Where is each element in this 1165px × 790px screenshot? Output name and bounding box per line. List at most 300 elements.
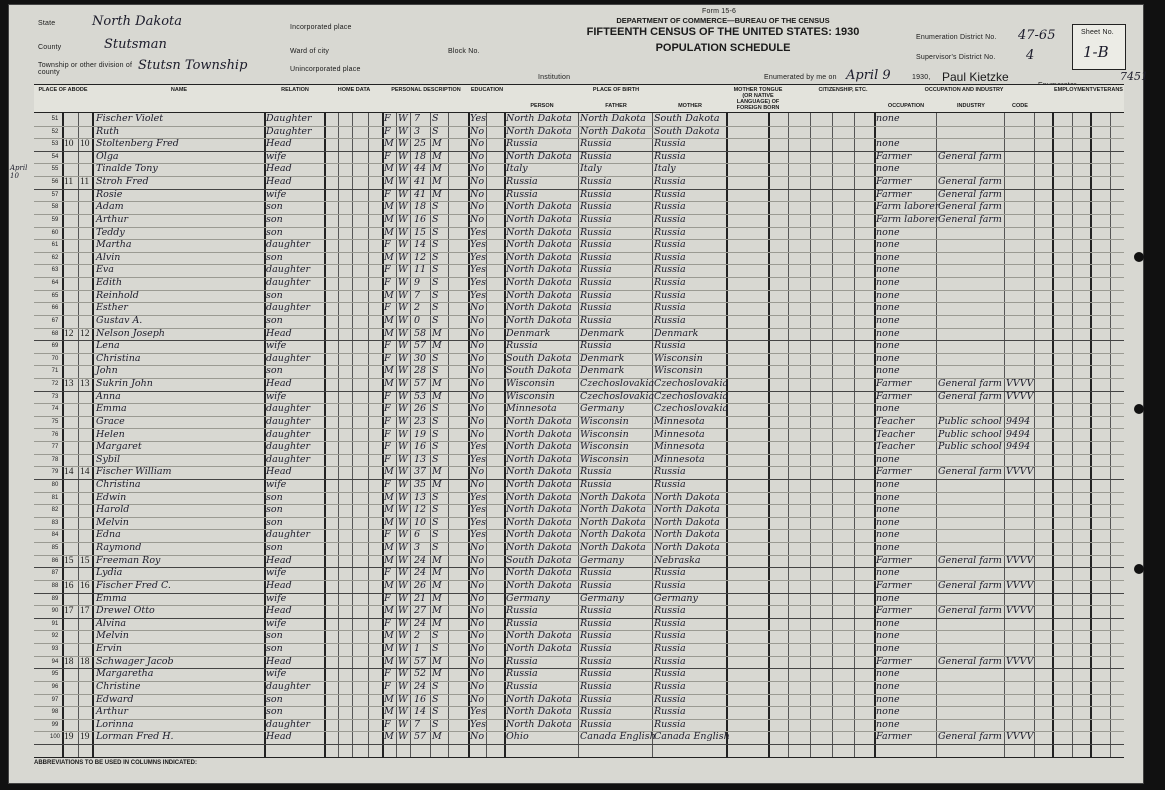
race: W (398, 289, 408, 301)
person-name: Tinalde Tony (96, 163, 158, 175)
person-name: Lorinna (96, 718, 134, 730)
occupation: none (876, 352, 900, 364)
occupation-code (1006, 113, 1034, 126)
father-birthplace: Russia (580, 277, 612, 289)
relation: Head (266, 163, 292, 175)
dwelling-number: 13 (64, 379, 74, 390)
census-sheet (8, 4, 1148, 784)
father-birthplace: Russia (580, 213, 612, 225)
relation: son (266, 491, 283, 503)
occupation: Farmer (876, 390, 912, 402)
sex: F (384, 428, 391, 440)
footer (34, 756, 1124, 782)
relation: daughter (266, 239, 311, 251)
mother-birthplace: Russia (654, 150, 686, 162)
relation: daughter (266, 403, 311, 415)
person-birthplace: Russia (506, 340, 538, 352)
table-row (34, 580, 1124, 594)
attended-school: Yes (470, 226, 486, 238)
sup-value: 4 (1026, 48, 1035, 63)
table-row (34, 126, 1124, 140)
father-birthplace: Russia (580, 176, 612, 188)
line-number: 62 (51, 254, 59, 261)
industry (938, 593, 1004, 606)
race: W (398, 415, 408, 427)
person-birthplace: North Dakota (506, 542, 572, 554)
family-number (80, 227, 92, 240)
occupation: none (876, 251, 900, 263)
marital-status: M (432, 150, 442, 162)
attended-school: No (470, 579, 485, 591)
marital-status: M (432, 466, 442, 478)
age: 24 (414, 680, 427, 692)
table-row (34, 706, 1124, 720)
person-name: Lorman Fred H. (96, 731, 174, 743)
line-number: 78 (51, 456, 59, 463)
person-birthplace: North Dakota (506, 718, 572, 730)
table-row (34, 214, 1124, 228)
industry (938, 239, 1004, 252)
industry (938, 630, 1004, 643)
person-birthplace: Denmark (506, 327, 551, 339)
person-birthplace: Wisconsin (506, 390, 555, 402)
line-number: 51 (51, 116, 59, 122)
binder-hole (1134, 564, 1144, 574)
dwelling-number (64, 630, 78, 643)
occupation-code (1006, 264, 1034, 277)
age: 57 (414, 731, 427, 743)
line-number: 86 (51, 557, 59, 564)
binder-hole (1134, 404, 1144, 414)
age: 2 (414, 630, 421, 642)
age: 26 (414, 403, 427, 415)
family-number (80, 643, 92, 656)
schedule-title: POPULATION SCHEDULE (655, 42, 791, 54)
line-number: 92 (51, 633, 59, 640)
person-birthplace: North Dakota (506, 113, 572, 124)
sex: F (384, 113, 391, 124)
occupation-code: VVVV (1006, 554, 1034, 566)
mother-birthplace: Minnesota (654, 428, 705, 440)
col-father: FATHER (605, 103, 627, 109)
attended-school: No (470, 213, 485, 225)
race: W (398, 277, 408, 289)
mother-birthplace: Germany (654, 592, 698, 604)
family-number (80, 365, 92, 378)
industry (938, 126, 1004, 139)
dwelling-number: 18 (64, 656, 74, 667)
person-birthplace: Russia (506, 188, 538, 200)
industry (938, 340, 1004, 353)
father-birthplace: North Dakota (580, 516, 646, 528)
dwelling-number: 17 (64, 606, 74, 617)
father-birthplace: Italy (580, 163, 602, 175)
sheet-number-box (1072, 24, 1126, 70)
person-birthplace: Russia (506, 138, 538, 150)
family-number (80, 517, 92, 530)
person-birthplace: North Dakota (506, 314, 572, 326)
person-name: Sukrin John (96, 378, 153, 390)
occupation-code (1006, 126, 1034, 139)
family-number: 18 (80, 656, 90, 667)
sex: F (384, 415, 391, 427)
attended-school: No (470, 314, 485, 326)
occupation: Farmer (876, 655, 912, 667)
person-birthplace: Russia (506, 655, 538, 667)
race: W (398, 176, 408, 188)
occupation-code (1006, 151, 1034, 164)
occupation-code: VVVV (1006, 390, 1034, 402)
col-birth: PLACE OF BIRTH (592, 87, 640, 93)
dwelling-number (64, 429, 78, 442)
relation: Head (266, 579, 292, 591)
occupation: none (876, 365, 900, 377)
family-number (80, 277, 92, 290)
dwelling-number: 11 (64, 177, 74, 188)
family-number (80, 151, 92, 164)
attended-school: Yes (470, 277, 486, 289)
father-birthplace: Russia (580, 340, 612, 352)
family-number (80, 163, 92, 176)
attended-school: Yes (470, 529, 486, 541)
sex: F (384, 277, 391, 289)
age: 57 (414, 378, 427, 390)
occupation: Farm laborer (876, 213, 940, 225)
age: 58 (414, 327, 427, 339)
age: 57 (414, 340, 427, 352)
mother-birthplace: Russia (654, 264, 686, 276)
occupation-code (1006, 668, 1034, 681)
col-occupation: OCCUPATION AND INDUSTRY (924, 87, 1004, 93)
line-number: 88 (51, 582, 59, 589)
attended-school: No (470, 327, 485, 339)
table-row (34, 429, 1124, 443)
age: 41 (414, 176, 427, 188)
marital-status: S (432, 706, 439, 718)
table-row (34, 378, 1124, 392)
mother-birthplace: Russia (654, 340, 686, 352)
institution-label: Institution (538, 74, 571, 81)
line-number: 68 (51, 330, 59, 337)
industry (938, 290, 1004, 303)
dwelling-number (64, 593, 78, 606)
sex: F (384, 239, 391, 251)
person-name: John (96, 365, 118, 377)
occupation-code (1006, 706, 1034, 719)
family-number (80, 353, 92, 366)
table-row (34, 113, 1124, 127)
occupation: none (876, 138, 900, 150)
age: 7 (414, 718, 421, 730)
mother-birthplace: Russia (654, 630, 686, 642)
sheet-value: 1-B (1083, 43, 1109, 61)
dwelling-number (64, 706, 78, 719)
mother-birthplace: Russia (654, 579, 686, 591)
attended-school: No (470, 138, 485, 150)
table-row (34, 479, 1124, 493)
father-birthplace: Russia (580, 466, 612, 478)
relation: daughter (266, 302, 311, 314)
marital-status: S (432, 302, 439, 314)
dwelling-number (64, 416, 78, 429)
relation: wife (266, 340, 287, 352)
occupation-code (1006, 643, 1034, 656)
age: 44 (414, 163, 427, 175)
enumerated-label: Enumerated by me on (764, 74, 837, 81)
mother-birthplace: Russia (654, 478, 686, 490)
father-birthplace: Russia (580, 718, 612, 730)
race: W (398, 390, 408, 402)
dwelling-number (64, 643, 78, 656)
line-number: 57 (51, 191, 59, 198)
person-birthplace: North Dakota (506, 643, 572, 655)
attended-school: No (470, 554, 485, 566)
mother-birthplace: North Dakota (654, 542, 720, 554)
person-name: Martha (96, 239, 132, 251)
age: 21 (414, 592, 427, 604)
relation: son (266, 213, 283, 225)
dwelling-number (64, 201, 78, 214)
person-name: Alvin (96, 251, 121, 263)
race: W (398, 453, 408, 465)
marital-status: S (432, 441, 439, 453)
person-birthplace: North Dakota (506, 478, 572, 490)
mother-birthplace: Russia (654, 201, 686, 213)
dwelling-number: 19 (64, 732, 74, 743)
attended-school: Yes (470, 491, 486, 503)
industry: General farm (938, 731, 1002, 743)
relation: son (266, 226, 283, 238)
person-name: Christine (96, 680, 141, 692)
dwelling-number (64, 252, 78, 265)
line-number: 66 (51, 305, 59, 312)
family-number (80, 441, 92, 454)
occupation: none (876, 504, 900, 516)
person-name: Schwager Jacob (96, 655, 174, 667)
family-number (80, 542, 92, 555)
line-number: 67 (51, 317, 59, 324)
industry: General farm (938, 655, 1002, 667)
ed-value: 47-65 (1018, 28, 1056, 43)
age: 41 (414, 188, 427, 200)
father-birthplace: Russia (580, 567, 612, 579)
mother-birthplace: North Dakota (654, 516, 720, 528)
dwelling-number (64, 302, 78, 315)
age: 6 (414, 529, 421, 541)
family-number (80, 189, 92, 202)
person-birthplace: Russia (506, 680, 538, 692)
relation: son (266, 365, 283, 377)
father-birthplace: Russia (580, 693, 612, 705)
marital-status: S (432, 277, 439, 289)
mother-birthplace: Russia (654, 567, 686, 579)
father-birthplace: Czechoslovakia (580, 390, 655, 402)
person-birthplace: Wisconsin (506, 378, 555, 390)
industry: General farm (938, 579, 1002, 591)
mother-birthplace: North Dakota (654, 491, 720, 503)
attended-school: No (470, 592, 485, 604)
age: 24 (414, 617, 427, 629)
person-birthplace: North Dakota (506, 579, 572, 591)
industry: General farm (938, 466, 1002, 478)
line-number: 79 (51, 469, 59, 476)
occupation: Farmer (876, 731, 912, 743)
marital-status: M (432, 592, 442, 604)
sex: M (384, 466, 394, 478)
marital-status: M (432, 327, 442, 339)
attended-school: Yes (470, 264, 486, 276)
col-code-sub: CODE (1012, 103, 1028, 109)
occupation: none (876, 668, 900, 680)
person-name: Harold (96, 504, 130, 516)
age: 23 (414, 415, 427, 427)
sex: F (384, 264, 391, 276)
dwelling-number: 15 (64, 555, 74, 566)
dwelling-number (64, 151, 78, 164)
industry: Public school (938, 441, 1002, 453)
sex: M (384, 378, 394, 390)
person-birthplace: North Dakota (506, 693, 572, 705)
sex: M (384, 655, 394, 667)
attended-school: Yes (470, 289, 486, 301)
race: W (398, 403, 408, 415)
industry: General farm (938, 176, 1002, 188)
mother-birthplace: Nebraska (654, 554, 701, 566)
race: W (398, 529, 408, 541)
person-birthplace: North Dakota (506, 706, 572, 718)
family-number (80, 239, 92, 252)
table-row (34, 239, 1124, 253)
age: 30 (414, 352, 427, 364)
mother-birthplace: Russia (654, 302, 686, 314)
dwelling-number (64, 719, 78, 732)
table-row (34, 227, 1124, 241)
sex: F (384, 718, 391, 730)
dwelling-number (64, 239, 78, 252)
industry (938, 479, 1004, 492)
sex: F (384, 668, 391, 680)
mother-birthplace: Russia (654, 239, 686, 251)
industry (938, 138, 1004, 151)
county-value: Stutsman (104, 37, 167, 52)
age: 24 (414, 554, 427, 566)
industry: General farm (938, 213, 1002, 225)
family-number: 16 (80, 580, 90, 591)
line-number: 61 (51, 242, 59, 249)
marital-status: M (432, 340, 442, 352)
occupation: none (876, 403, 900, 415)
person-birthplace: Germany (506, 592, 550, 604)
table-row (34, 593, 1124, 607)
race: W (398, 491, 408, 503)
family-number (80, 706, 92, 719)
mother-birthplace: Russia (654, 251, 686, 263)
race: W (398, 251, 408, 263)
mother-birthplace: North Dakota (654, 529, 720, 541)
father-birthplace: Russia (580, 226, 612, 238)
relation: son (266, 251, 283, 263)
attended-school: No (470, 378, 485, 390)
department-title: DEPARTMENT OF COMMERCE—BUREAU OF THE CENSUS (616, 16, 830, 25)
industry: Public school (938, 415, 1002, 427)
person-name: Helen (96, 428, 125, 440)
father-birthplace: Russia (580, 617, 612, 629)
race: W (398, 201, 408, 213)
race: W (398, 668, 408, 680)
occupation: none (876, 453, 900, 465)
census-grid (34, 112, 1124, 758)
father-birthplace: Russia (580, 668, 612, 680)
age: 28 (414, 365, 427, 377)
race: W (398, 504, 408, 516)
sex: M (384, 731, 394, 743)
person-birthplace: North Dakota (506, 529, 572, 541)
father-birthplace: North Dakota (580, 113, 646, 124)
family-number (80, 315, 92, 328)
table-row (34, 504, 1124, 518)
sex: M (384, 251, 394, 263)
person-name: Emma (96, 403, 127, 415)
sex: M (384, 504, 394, 516)
person-birthplace: North Dakota (506, 264, 572, 276)
occupation: none (876, 491, 900, 503)
relation: wife (266, 617, 287, 629)
line-number: 100 (49, 734, 60, 741)
relation: Head (266, 731, 292, 743)
occupation-code (1006, 542, 1034, 555)
occupation: none (876, 289, 900, 301)
relation: son (266, 706, 283, 718)
occupation-code (1006, 719, 1034, 732)
dwelling-number (64, 290, 78, 303)
occupation: Farmer (876, 378, 912, 390)
table-row (34, 466, 1124, 480)
race: W (398, 655, 408, 667)
marital-status: M (432, 176, 442, 188)
occupation-code: VVVV (1006, 378, 1034, 390)
relation: son (266, 542, 283, 554)
person-birthplace: North Dakota (506, 630, 572, 642)
person-name: Margaret (96, 441, 142, 453)
attended-school: No (470, 163, 485, 175)
dwelling-number (64, 542, 78, 555)
mother-birthplace: Russia (654, 314, 686, 326)
father-birthplace: Russia (580, 478, 612, 490)
line-number: 98 (51, 709, 59, 716)
person-birthplace: North Dakota (506, 277, 572, 289)
attended-school: Yes (470, 504, 486, 516)
table-row (34, 542, 1124, 556)
relation: Head (266, 327, 292, 339)
occupation-code: VVVV (1006, 731, 1034, 743)
marital-status: M (432, 390, 442, 402)
state-value: North Dakota (92, 14, 182, 29)
line-number: 70 (51, 355, 59, 362)
col-education: EDUCATION (470, 87, 504, 93)
table-row (34, 391, 1124, 405)
table-row (34, 403, 1124, 417)
race: W (398, 478, 408, 490)
occupation-code (1006, 681, 1034, 694)
attended-school: No (470, 567, 485, 579)
industry (938, 668, 1004, 681)
marital-status: M (432, 655, 442, 667)
industry (938, 492, 1004, 505)
age: 14 (414, 239, 427, 251)
family-number: 19 (80, 732, 90, 743)
age: 18 (414, 201, 427, 213)
occupation: none (876, 680, 900, 692)
